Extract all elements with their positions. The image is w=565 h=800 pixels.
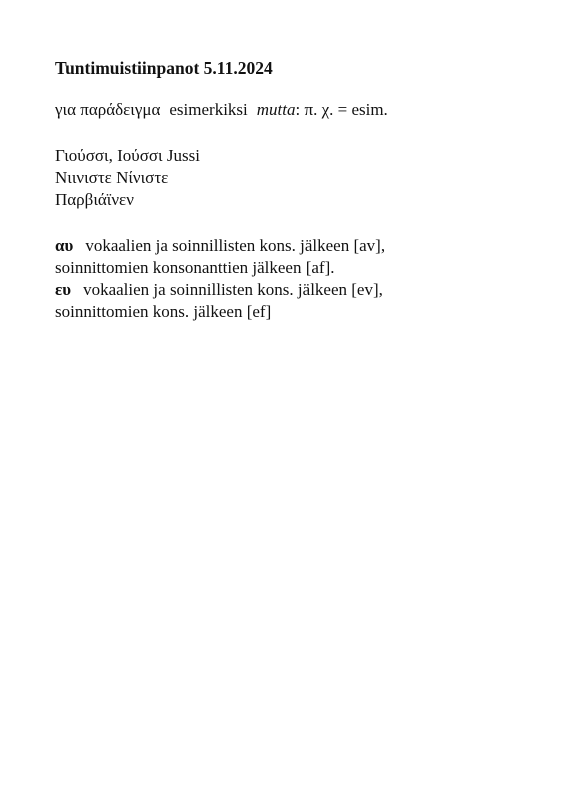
diphthong-line — [55, 235, 525, 257]
name-line: Νιινιστε Νίνιστε — [55, 168, 169, 187]
diphthong-text: vokaalien ja soinnillisten kons. jälkeen [ev], — [83, 280, 383, 299]
diphthong-line — [55, 279, 525, 301]
diphthong-label: αυ — [55, 236, 74, 255]
diphthong-line: soinnittomien konsonanttien jälkeen [af]. — [55, 258, 335, 277]
diphthong-text: vokaalien ja soinnillisten kons. jälkeen [av], — [85, 236, 386, 255]
diphthongs-block — [55, 235, 525, 323]
example-but: mutta — [256, 100, 296, 119]
document-body — [55, 57, 525, 323]
name-line: Παρβιάϊνεν — [55, 190, 134, 209]
diphthong-line: soinnittomien kons. jälkeen [ef] — [55, 302, 272, 321]
diphthong-label: ευ — [55, 280, 72, 299]
example-line — [55, 99, 525, 121]
example-greek: για παράδειγμα — [55, 100, 161, 119]
name-line: Γιούσσι, Ιούσσι Jussi — [55, 146, 200, 165]
example-rest: : π. χ. = esim. — [295, 100, 388, 119]
example-finnish: esimerkiksi — [169, 100, 248, 119]
names-block — [55, 145, 525, 211]
page-title: Tuntimuistiinpanot 5.11.2024 — [55, 58, 273, 78]
